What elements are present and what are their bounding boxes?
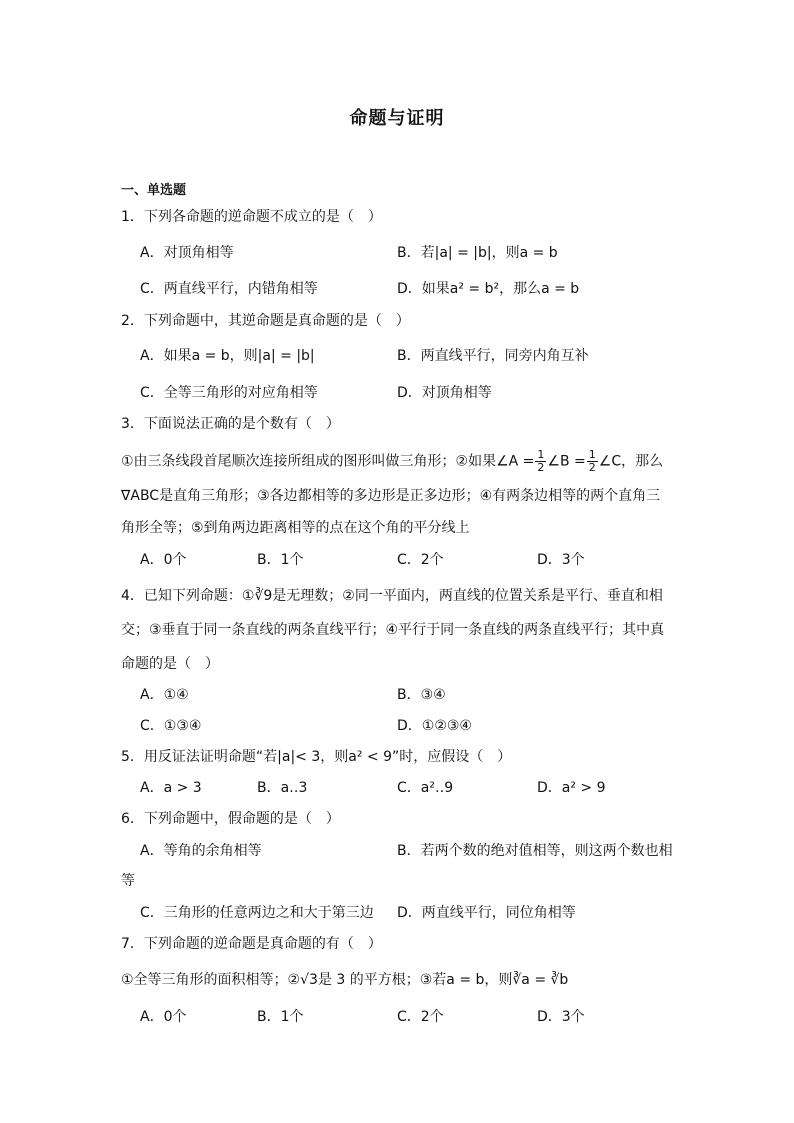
question-2-option-a: A．如果a = b，则|a| = |b| — [140, 348, 315, 364]
question-6-stem: 6．下列命题中，假命题的是（ ） — [121, 811, 340, 827]
fraction-half: $\frac{1}{2}$ — [588, 448, 596, 474]
question-3-body-line-2: ∇ABC是直角三角形；③各边都相等的多边形是正多边形；④有两条边相等的两个直角三 — [121, 488, 661, 504]
question-4-stem-line-3: 命题的是（ ） — [121, 656, 219, 672]
question-5-option-c: C．a²‥9 — [397, 780, 454, 796]
question-3-option-b: B．1个 — [257, 552, 304, 568]
page-title: 命题与证明 — [349, 108, 445, 129]
question-6-option-d: D．两直线平行，同位角相等 — [397, 905, 576, 921]
question-2-stem: 2．下列命题中，其逆命题是真命题的是（ ） — [121, 313, 410, 329]
question-3-stem: 3．下面说法正确的是个数有（ ） — [121, 416, 340, 432]
question-1-option-b: B．若|a| = |b|，则a = b — [397, 245, 558, 261]
question-3-body-line-1 — [121, 449, 663, 474]
fraction-half: $\frac{1}{2}$ — [537, 448, 545, 474]
question-6-option-b: B．若两个数的绝对值相等，则这两个数也相 — [397, 843, 673, 859]
question-3-body-part-1: ①由三条线段首尾顺次连接所组成的图形叫做三角形；②如果∠A = — [121, 453, 535, 470]
question-7-body: ①全等三角形的面积相等；②√3是 3 的平方根；③若a = b，则∛a = ∛b — [121, 972, 569, 988]
question-3-body-part-2: ∠B = — [547, 453, 586, 470]
question-4-option-a: A．①④ — [140, 687, 189, 703]
question-5-option-d: D．a² > 9 — [537, 780, 606, 796]
question-3-option-c: C．2个 — [397, 552, 444, 568]
question-3-body-line-3: 角形全等；⑤到角两边距离相等的点在这个角的平分线上 — [121, 520, 470, 536]
question-2-option-c: C．全等三角形的对应角相等 — [140, 385, 318, 401]
question-3-option-a: A．0个 — [140, 552, 187, 568]
question-5-stem: 5．用反证法证明命题“若|a|< 3，则a² < 9”时，应假设（ ） — [121, 749, 512, 765]
question-6-option-c: C．三角形的任意两边之和大于第三边 — [140, 905, 374, 921]
question-7-stem: 7．下列命题的逆命题是真命题的有（ ） — [121, 936, 382, 952]
question-1-stem: 1．下列各命题的逆命题不成立的是（ ） — [121, 209, 382, 225]
question-3-body-part-3: ∠C，那么 — [598, 453, 664, 470]
question-4-option-b: B．③④ — [397, 687, 446, 703]
question-6-option-a: A．等角的余角相等 — [140, 843, 262, 859]
section-heading: 一、单选题 — [121, 183, 187, 198]
question-7-option-c: C．2个 — [397, 1009, 444, 1025]
question-2-option-d: D．对顶角相等 — [397, 385, 492, 401]
question-4-option-d: D．①②③④ — [397, 718, 472, 734]
question-7-option-d: D．3个 — [537, 1009, 585, 1025]
question-4-option-c: C．①③④ — [140, 718, 202, 734]
question-3-option-d: D．3个 — [537, 552, 585, 568]
question-5-option-a: A．a > 3 — [140, 780, 202, 796]
question-1-option-c: C．两直线平行，内错角相等 — [140, 281, 318, 297]
question-4-stem-line-2: 交；③垂直于同一条直线的两条直线平行；④平行于同一条直线的两条直线平行；其中真 — [121, 622, 665, 638]
question-6-option-b-wrap: 等 — [121, 873, 135, 889]
question-1-option-a: A．对顶角相等 — [140, 245, 234, 261]
question-1-option-d: D．如果a² = b²，那么a = b — [397, 281, 580, 297]
question-7-option-b: B．1个 — [257, 1009, 304, 1025]
question-4-stem-line-1: 4．已知下列命题：①∛9是无理数；②同一平面内，两直线的位置关系是平行、垂直和相 — [121, 588, 663, 604]
question-2-option-b: B．两直线平行，同旁内角互补 — [397, 348, 589, 364]
question-7-option-a: A．0个 — [140, 1009, 187, 1025]
question-5-option-b: B．a‥3 — [257, 780, 308, 796]
